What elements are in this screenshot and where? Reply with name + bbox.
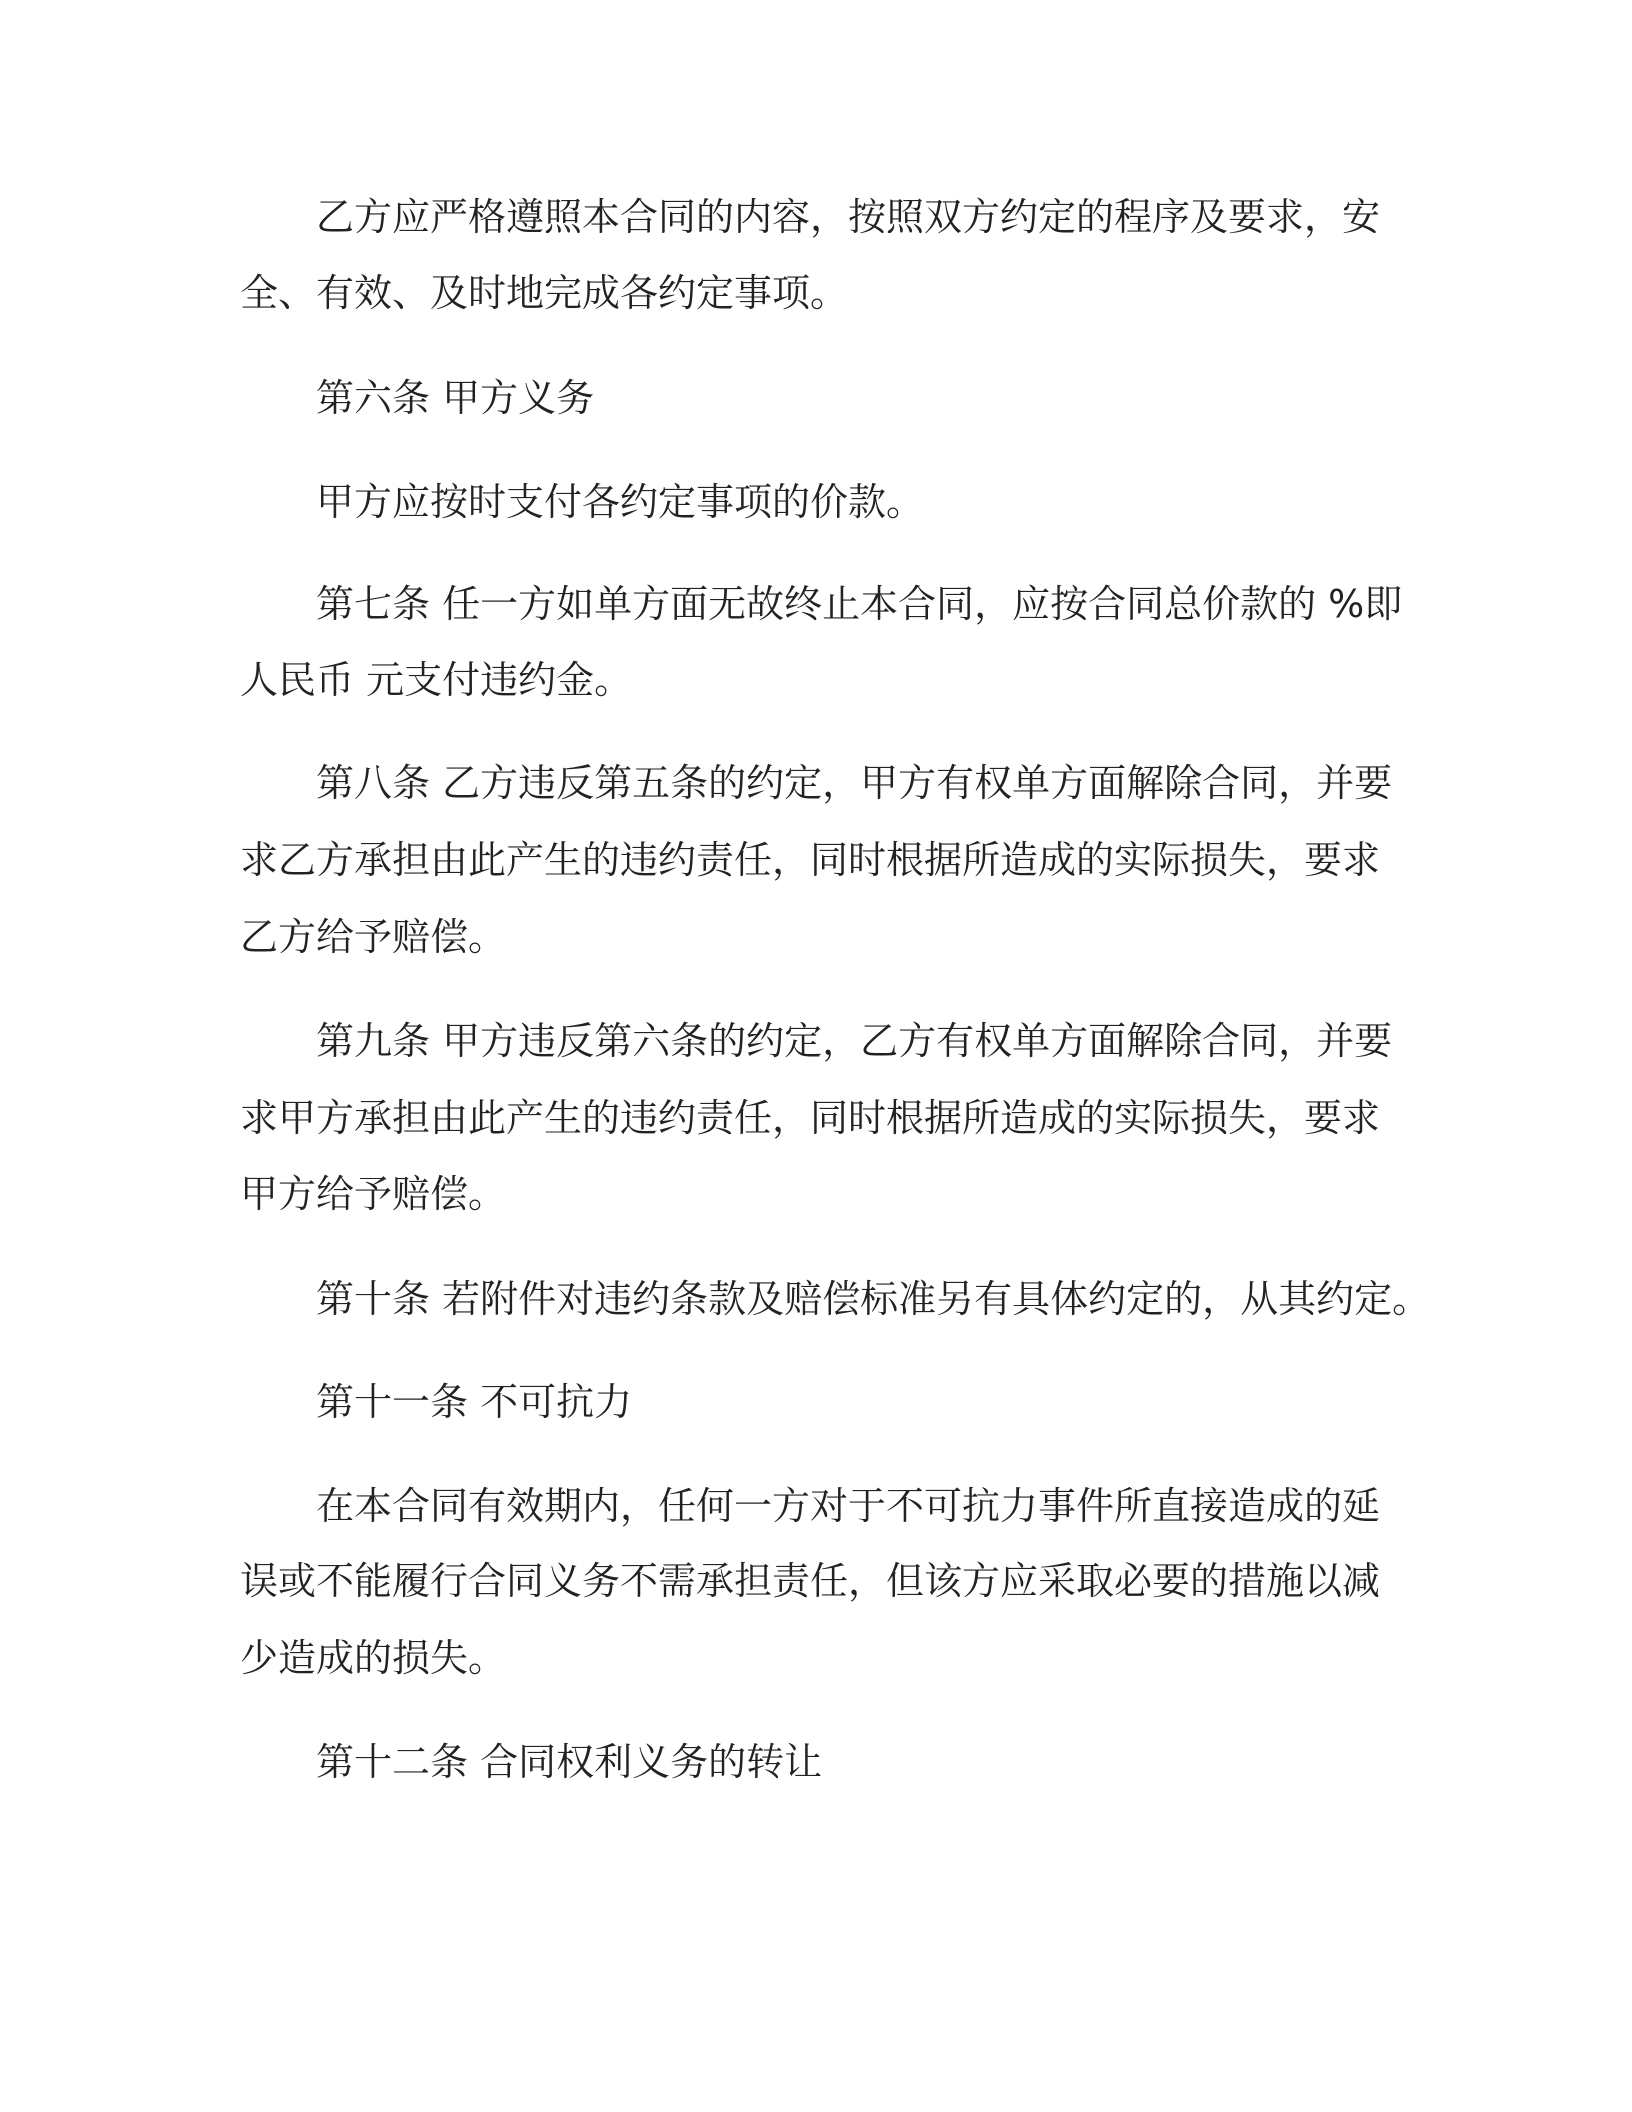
paragraph-line: 全、有效、及时地完成各约定事项。 — [240, 271, 849, 315]
paragraph-line: 第七条 任一方如单方面无故终止本合同，应按合同总价款的 %即 — [316, 582, 1403, 626]
paragraph-line: 第八条 乙方违反第五条的约定，甲方有权单方面解除合同，并要 — [316, 761, 1393, 805]
paragraph-line: 求乙方承担由此产生的违约责任，同时根据所造成的实际损失，要求 — [240, 838, 1381, 882]
paragraph-line: 第九条 甲方违反第六条的约定，乙方有权单方面解除合同，并要 — [316, 1019, 1393, 1063]
paragraph-line: 乙方给予赔偿。 — [240, 915, 507, 959]
article-heading: 第十一条 不可抗力 — [316, 1380, 633, 1424]
paragraph-line: 在本合同有效期内，任何一方对于不可抗力事件所直接造成的延 — [316, 1484, 1381, 1528]
paragraph-line: 误或不能履行合同义务不需承担责任，但该方应采取必要的措施以减 — [240, 1559, 1381, 1603]
paragraph-line: 求甲方承担由此产生的违约责任，同时根据所造成的实际损失，要求 — [240, 1096, 1381, 1140]
article-heading: 第六条 甲方义务 — [316, 376, 595, 420]
paragraph-line: 第十条 若附件对违约条款及赔偿标准另有具体约定的，从其约定。 — [316, 1277, 1431, 1321]
paragraph-line: 甲方应按时支付各约定事项的价款。 — [316, 480, 925, 524]
paragraph-line: 乙方应严格遵照本合同的内容，按照双方约定的程序及要求，安 — [316, 195, 1381, 239]
paragraph-line: 少造成的损失。 — [240, 1636, 507, 1680]
paragraph-line: 人民币 元支付违约金。 — [240, 658, 633, 702]
article-heading: 第十二条 合同权利义务的转让 — [316, 1740, 823, 1784]
paragraph-line: 甲方给予赔偿。 — [240, 1172, 507, 1216]
